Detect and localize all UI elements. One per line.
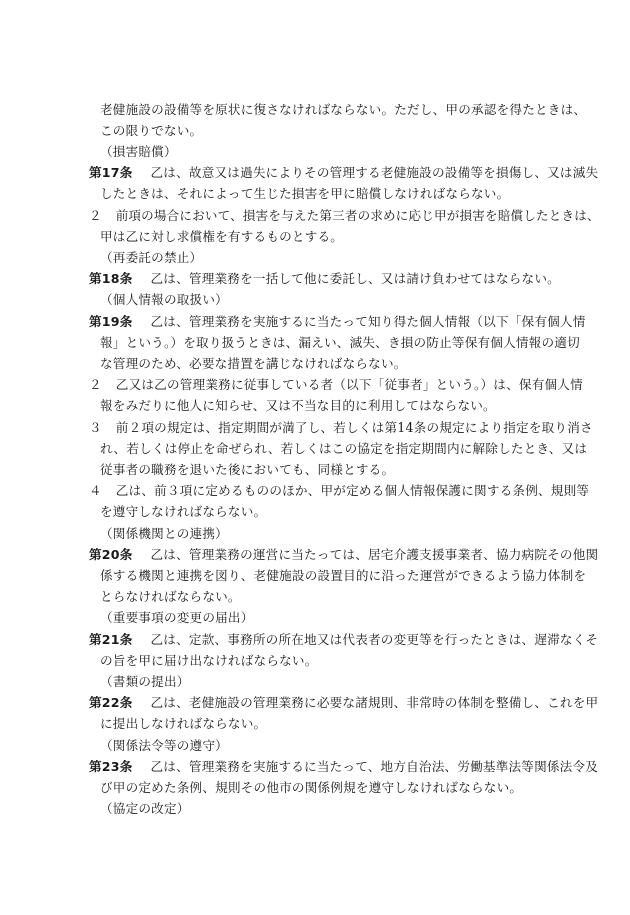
article-number: 第17条 [89, 165, 133, 180]
section-heading: （関係機関との連携） [100, 526, 228, 541]
section-heading: （関係法令等の遵守） [100, 738, 228, 753]
body-line: 甲は乙に対し求償権を有するものとする。 [100, 229, 344, 244]
body-line: したときは、それによって生じた損害を甲に賠償しなければならない。 [100, 186, 510, 201]
body-line: な管理のため、必要な措置を講じなければならない。 [100, 356, 407, 371]
paragraph-number: ２ [89, 208, 102, 223]
article-text: 乙は、管理業務を一括して他に委託し、又は請け負わせてはならない。 [150, 271, 560, 286]
article-text: 乙は、管理業務を実施するに当たって、地方自治法、労働基準法等関係法令及 [150, 759, 599, 774]
article-text: 乙は、老健施設の管理業務に必要な諸規則、非常時の体制を整備し、これを甲 [150, 695, 599, 710]
section-heading: （損害賠償） [100, 144, 177, 159]
paragraph-number: ２ [89, 377, 102, 392]
article-18 [89, 271, 560, 287]
section-heading: （協定の改定） [100, 801, 190, 816]
body-line: 係する機関と連携を図り、老健施設の設置目的に沿った運営ができるよう協力体制を [100, 568, 587, 583]
body-line: の旨を甲に届け出なければならない。 [100, 653, 318, 668]
article-20 [89, 547, 598, 563]
body-line: この限りでない。 [100, 123, 203, 138]
paragraph-3 [89, 420, 593, 436]
section-heading: （個人情報の取扱い） [100, 292, 228, 307]
article-17 [89, 165, 598, 181]
article-23 [89, 759, 598, 775]
body-line: 報」という。）を取り扱うときは、漏えい、滅失、き損の防止等保有個人情報の適切 [100, 335, 580, 350]
article-number: 第19条 [89, 314, 133, 329]
article-text: 乙は、管理業務を実施するに当たって知り得た個人情報（以下「保有個人情 [150, 314, 586, 329]
paragraph-text: 前２項の規定は、指定期間が満了し、若しくは第14条の規定により指定を取り消さ [115, 420, 593, 435]
paragraph-text: 前項の場合において、損害を与えた第三者の求めに応じ甲が損害を賠償したときは、 [115, 208, 600, 223]
article-21 [89, 632, 598, 648]
paragraph-number: ３ [89, 420, 102, 435]
body-line: を遵守しなければならない。 [100, 504, 267, 519]
article-number: 第20条 [89, 547, 133, 562]
article-text: 乙は、定款、事務所の所在地又は代表者の変更等を行ったときは、遅滞なくそ [150, 632, 599, 647]
paragraph-2 [89, 377, 583, 393]
body-line: 報をみだりに他人に知らせ、又は不当な目的に利用してはならない。 [100, 398, 496, 413]
section-heading: （書類の提出） [100, 674, 190, 689]
article-number: 第23条 [89, 759, 133, 774]
article-text: 乙は、管理業務の運営に当たっては、居宅介護支援事業者、協力病院その他関 [150, 547, 599, 562]
body-line: び甲の定めた条例、規則その他市の関係例規を遵守しなければならない。 [100, 780, 523, 795]
article-19 [89, 314, 586, 330]
paragraph-2 [89, 208, 600, 224]
paragraph-number: ４ [89, 483, 102, 498]
body-line: 老健施設の設備等を原状に復さなければならない。ただし、甲の承認を得たときは、 [100, 102, 587, 117]
section-heading: （重要事項の変更の届出） [100, 610, 254, 625]
article-22 [89, 695, 598, 711]
paragraph-text: 乙は、前３項に定めるもののほか、甲が定める個人情報保護に関する条例、規則等 [115, 483, 590, 498]
article-number: 第22条 [89, 695, 133, 710]
body-line: に提出しなければならない。 [100, 716, 267, 731]
paragraph-4 [89, 483, 589, 499]
article-text: 乙は、故意又は過失によりその管理する老健施設の設備等を損傷し、又は滅失 [150, 165, 599, 180]
body-line: 従事者の職務を退いた後においても、同様とする。 [100, 462, 395, 477]
section-heading: （再委託の禁止） [100, 250, 203, 265]
paragraph-text: 乙又は乙の管理業務に従事している者（以下「従事者」という。）は、保有個人情 [115, 377, 583, 392]
body-line: とらなければならない。 [100, 589, 241, 604]
article-number: 第21条 [89, 632, 133, 647]
body-line: れ、若しくは停止を命ぜられ、若しくはこの協定を指定期間内に解除したとき、又は [100, 441, 588, 456]
article-number: 第18条 [89, 271, 133, 286]
